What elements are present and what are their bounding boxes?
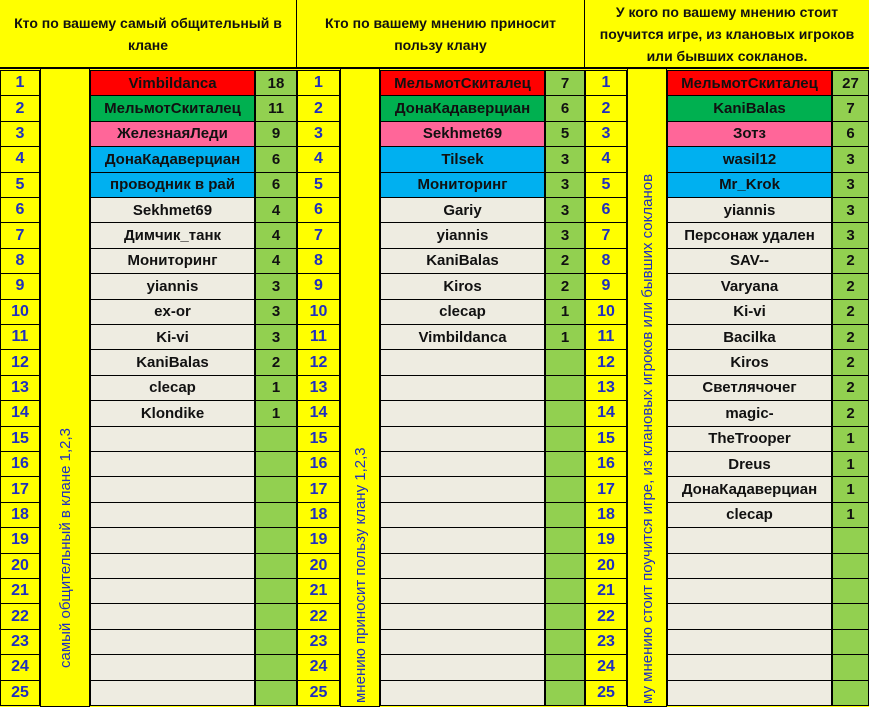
player-name-cell: Vimbildanca — [380, 324, 545, 350]
player-name-cell: ex-or — [90, 299, 255, 325]
player-name-cell — [90, 476, 255, 502]
rank-cell: 23 — [0, 629, 40, 655]
vote-count-cell — [832, 553, 869, 579]
vote-count-cell — [832, 629, 869, 655]
player-name-cell: SAV-- — [667, 248, 832, 274]
rank-cell: 24 — [297, 654, 340, 680]
player-name-cell: yiannis — [90, 273, 255, 299]
player-name-cell: Varyana — [667, 273, 832, 299]
vote-count-cell — [545, 426, 585, 452]
header-learn-from: У кого по вашему мнению стоит поучится игре, из клановых игроков или бывших сокланов. — [599, 4, 855, 64]
vote-count-cell: 1 — [832, 476, 869, 502]
vote-count-cell: 27 — [832, 70, 869, 96]
vote-count-cell: 2 — [832, 273, 869, 299]
player-name-cell — [380, 527, 545, 553]
rank-cell: 8 — [297, 248, 340, 274]
rank-cell: 17 — [0, 476, 40, 502]
player-name-cell — [90, 502, 255, 528]
rank-cell: 8 — [0, 248, 40, 274]
rank-cell: 5 — [585, 172, 627, 198]
vote-count-cell — [545, 629, 585, 655]
vote-count-cell — [255, 476, 297, 502]
vote-count-cell — [832, 603, 869, 629]
player-name-cell: wasil12 — [667, 146, 832, 172]
rank-cell: 12 — [585, 349, 627, 375]
rank-cell: 6 — [585, 197, 627, 223]
rank-cell: 25 — [585, 680, 627, 706]
rank-cell: 22 — [0, 603, 40, 629]
vote-count-cell: 1 — [832, 451, 869, 477]
vertical-label-cell-sociable — [40, 68, 90, 707]
player-name-cell: clecap — [380, 299, 545, 325]
player-name-cell: Светлячочег — [667, 375, 832, 401]
vertical-label-cell-useful — [340, 68, 380, 707]
player-name-cell: ДонаКадаверциан — [90, 146, 255, 172]
rank-cell: 2 — [0, 95, 40, 121]
vote-count-cell — [255, 603, 297, 629]
rank-cell: 13 — [297, 375, 340, 401]
vote-count-cell: 7 — [832, 95, 869, 121]
rank-cell: 4 — [585, 146, 627, 172]
vote-count-cell: 4 — [255, 248, 297, 274]
vote-count-cell: 2 — [832, 299, 869, 325]
player-name-cell — [667, 680, 832, 706]
vote-count-cell: 2 — [545, 248, 585, 274]
vote-count-cell — [545, 476, 585, 502]
player-name-cell: Bacilka — [667, 324, 832, 350]
player-name-cell: Mr_Krok — [667, 172, 832, 198]
vote-count-cell: 1 — [545, 324, 585, 350]
rank-cell: 1 — [297, 70, 340, 96]
rank-cell: 9 — [297, 273, 340, 299]
vote-count-cell: 6 — [832, 121, 869, 147]
header-sociable: Кто по вашему самый общительный в клане — [0, 0, 297, 68]
rank-cell: 7 — [585, 222, 627, 248]
rank-cell: 7 — [0, 222, 40, 248]
rank-cell: 10 — [585, 299, 627, 325]
rank-cell: 24 — [0, 654, 40, 680]
player-name-cell — [90, 603, 255, 629]
rank-cell: 22 — [297, 603, 340, 629]
rank-cell: 14 — [0, 400, 40, 426]
vote-count-cell — [545, 349, 585, 375]
vote-count-cell: 6 — [255, 146, 297, 172]
player-name-cell — [667, 603, 832, 629]
vote-count-cell: 1 — [255, 400, 297, 426]
player-name-cell: Dreus — [667, 451, 832, 477]
player-name-cell: МельмотСкиталец — [380, 70, 545, 96]
vote-count-cell: 3 — [545, 197, 585, 223]
rank-cell: 18 — [0, 502, 40, 528]
vote-count-cell — [832, 654, 869, 680]
player-name-cell: Vimbildanca — [90, 70, 255, 96]
vote-count-cell: 5 — [545, 121, 585, 147]
vote-count-cell: 3 — [255, 273, 297, 299]
player-name-cell: Sekhmet69 — [90, 197, 255, 223]
rank-cell: 10 — [0, 299, 40, 325]
vote-count-cell: 3 — [832, 222, 869, 248]
vote-count-cell: 1 — [255, 375, 297, 401]
player-name-cell: KaniBalas — [667, 95, 832, 121]
vote-count-cell: 9 — [255, 121, 297, 147]
vote-count-cell: 3 — [545, 146, 585, 172]
rank-cell: 9 — [0, 273, 40, 299]
player-name-cell: МельмотСкиталец — [667, 70, 832, 96]
player-name-cell: ЖелезнаяЛеди — [90, 121, 255, 147]
rank-cell: 19 — [585, 527, 627, 553]
player-name-cell — [667, 578, 832, 604]
rank-cell: 7 — [297, 222, 340, 248]
rank-cell: 5 — [297, 172, 340, 198]
vote-count-cell — [832, 527, 869, 553]
vote-count-cell: 3 — [255, 324, 297, 350]
rank-cell: 9 — [585, 273, 627, 299]
vote-count-cell: 3 — [255, 299, 297, 325]
vote-count-cell: 2 — [832, 248, 869, 274]
player-name-cell — [380, 349, 545, 375]
vote-count-cell: 6 — [255, 172, 297, 198]
rank-cell: 19 — [0, 527, 40, 553]
rank-cell: 23 — [297, 629, 340, 655]
rank-cell: 2 — [297, 95, 340, 121]
rank-cell: 6 — [297, 197, 340, 223]
player-name-cell: Димчик_танк — [90, 222, 255, 248]
vertical-label-useful: мнению приносит пользу клану 1,2,3 — [352, 446, 369, 703]
vote-count-cell: 7 — [545, 70, 585, 96]
vote-count-cell: 3 — [545, 222, 585, 248]
player-name-cell — [667, 629, 832, 655]
player-name-cell: clecap — [90, 375, 255, 401]
rank-cell: 23 — [585, 629, 627, 655]
player-name-cell — [90, 578, 255, 604]
player-name-cell: Kiros — [380, 273, 545, 299]
rank-cell: 15 — [0, 426, 40, 452]
rank-cell: 19 — [297, 527, 340, 553]
vote-count-cell: 3 — [832, 146, 869, 172]
rank-cell: 4 — [0, 146, 40, 172]
vertical-label-cell-learn-from — [627, 68, 667, 707]
vote-count-cell — [545, 451, 585, 477]
vote-count-cell — [255, 553, 297, 579]
vote-count-cell — [832, 578, 869, 604]
vote-count-cell — [255, 578, 297, 604]
player-name-cell — [90, 451, 255, 477]
player-name-cell — [90, 629, 255, 655]
player-name-cell — [380, 400, 545, 426]
player-name-cell — [90, 527, 255, 553]
rank-cell: 21 — [297, 578, 340, 604]
rank-cell: 4 — [297, 146, 340, 172]
player-name-cell: Мониторинг — [90, 248, 255, 274]
vertical-label-learn-from: му мнению стоит поучится игре, из клановых игроков или бывших сокланов — [639, 173, 656, 704]
player-name-cell — [667, 553, 832, 579]
player-name-cell — [90, 654, 255, 680]
rank-cell: 20 — [0, 553, 40, 579]
rank-cell: 16 — [0, 451, 40, 477]
rank-cell: 3 — [297, 121, 340, 147]
header-divider — [0, 67, 869, 69]
player-name-cell: Мониторинг — [380, 172, 545, 198]
player-name-cell — [380, 680, 545, 706]
player-name-cell: МельмотСкиталец — [90, 95, 255, 121]
vote-count-cell: 2 — [832, 375, 869, 401]
player-name-cell: Персонаж удален — [667, 222, 832, 248]
rank-cell: 18 — [297, 502, 340, 528]
rank-cell: 1 — [0, 70, 40, 96]
player-name-cell: ДонаКадаверциан — [380, 95, 545, 121]
vote-count-cell — [545, 680, 585, 706]
rank-cell: 3 — [0, 121, 40, 147]
vote-count-cell — [255, 502, 297, 528]
rank-cell: 25 — [297, 680, 340, 706]
rank-cell: 22 — [585, 603, 627, 629]
player-name-cell: KaniBalas — [380, 248, 545, 274]
player-name-cell — [380, 502, 545, 528]
rank-cell: 25 — [0, 680, 40, 706]
player-name-cell — [380, 603, 545, 629]
player-name-cell — [380, 476, 545, 502]
player-name-cell — [90, 680, 255, 706]
player-name-cell: KaniBalas — [90, 349, 255, 375]
vote-count-cell: 3 — [545, 172, 585, 198]
vote-count-cell: 2 — [545, 273, 585, 299]
vote-count-cell — [545, 654, 585, 680]
rank-cell: 5 — [0, 172, 40, 198]
player-name-cell: Sekhmet69 — [380, 121, 545, 147]
rank-cell: 16 — [297, 451, 340, 477]
vote-count-cell: 2 — [832, 400, 869, 426]
rank-cell: 14 — [585, 400, 627, 426]
rank-cell: 20 — [585, 553, 627, 579]
player-name-cell — [380, 553, 545, 579]
rank-cell: 16 — [585, 451, 627, 477]
rank-cell: 17 — [297, 476, 340, 502]
player-name-cell: Klondike — [90, 400, 255, 426]
vote-count-cell — [545, 502, 585, 528]
rank-cell: 6 — [0, 197, 40, 223]
player-name-cell — [90, 426, 255, 452]
player-name-cell — [667, 654, 832, 680]
vote-count-cell: 1 — [832, 426, 869, 452]
player-name-cell: Ki-vi — [667, 299, 832, 325]
rank-cell: 10 — [297, 299, 340, 325]
vote-count-cell: 2 — [255, 349, 297, 375]
rank-cell: 12 — [0, 349, 40, 375]
vote-count-cell — [545, 375, 585, 401]
player-name-cell: magic- — [667, 400, 832, 426]
player-name-cell: проводник в рай — [90, 172, 255, 198]
vote-count-cell — [255, 426, 297, 452]
vertical-label-sociable: самый общительный в клане 1,2,3 — [57, 427, 74, 668]
player-name-cell: Зотз — [667, 121, 832, 147]
rank-cell: 17 — [585, 476, 627, 502]
player-name-cell — [380, 654, 545, 680]
vote-count-cell — [255, 654, 297, 680]
vote-count-cell: 2 — [832, 324, 869, 350]
rank-cell: 11 — [585, 324, 627, 350]
player-name-cell — [380, 426, 545, 452]
rank-cell: 3 — [585, 121, 627, 147]
player-name-cell — [380, 375, 545, 401]
rank-cell: 2 — [585, 95, 627, 121]
rank-cell: 8 — [585, 248, 627, 274]
rank-cell: 13 — [585, 375, 627, 401]
vote-count-cell — [255, 451, 297, 477]
player-name-cell: yiannis — [667, 197, 832, 223]
rank-cell: 15 — [585, 426, 627, 452]
vote-count-cell: 18 — [255, 70, 297, 96]
vote-count-cell — [255, 629, 297, 655]
rank-cell: 15 — [297, 426, 340, 452]
player-name-cell — [380, 451, 545, 477]
vote-count-cell — [545, 553, 585, 579]
player-name-cell: Gariy — [380, 197, 545, 223]
player-name-cell: yiannis — [380, 222, 545, 248]
rank-cell: 12 — [297, 349, 340, 375]
vote-count-cell: 1 — [832, 502, 869, 528]
player-name-cell — [380, 578, 545, 604]
player-name-cell: Kiros — [667, 349, 832, 375]
player-name-cell: TheTrooper — [667, 426, 832, 452]
rank-cell: 11 — [0, 324, 40, 350]
rank-cell: 18 — [585, 502, 627, 528]
player-name-cell — [667, 527, 832, 553]
rank-cell: 21 — [585, 578, 627, 604]
rank-cell: 21 — [0, 578, 40, 604]
vote-count-cell — [545, 400, 585, 426]
vote-count-cell: 4 — [255, 222, 297, 248]
vote-count-cell: 6 — [545, 95, 585, 121]
player-name-cell: clecap — [667, 502, 832, 528]
vote-count-cell: 1 — [545, 299, 585, 325]
vote-count-cell — [545, 527, 585, 553]
player-name-cell: Tilsek — [380, 146, 545, 172]
vote-count-cell — [832, 680, 869, 706]
vote-count-cell — [255, 527, 297, 553]
player-name-cell: ДонаКадаверциан — [667, 476, 832, 502]
rank-cell: 11 — [297, 324, 340, 350]
header-useful: Кто по вашему мнению приносит пользу клану — [297, 0, 585, 68]
vote-count-cell: 3 — [832, 197, 869, 223]
vote-count-cell — [545, 603, 585, 629]
vote-count-cell: 11 — [255, 95, 297, 121]
player-name-cell — [90, 553, 255, 579]
player-name-cell: Ki-vi — [90, 324, 255, 350]
rank-cell: 20 — [297, 553, 340, 579]
player-name-cell — [380, 629, 545, 655]
vote-count-cell: 4 — [255, 197, 297, 223]
vote-count-cell: 3 — [832, 172, 869, 198]
vote-count-cell: 2 — [832, 349, 869, 375]
vote-count-cell — [255, 680, 297, 706]
rank-cell: 13 — [0, 375, 40, 401]
rank-cell: 14 — [297, 400, 340, 426]
vote-count-cell — [545, 578, 585, 604]
rank-cell: 1 — [585, 70, 627, 96]
rank-cell: 24 — [585, 654, 627, 680]
